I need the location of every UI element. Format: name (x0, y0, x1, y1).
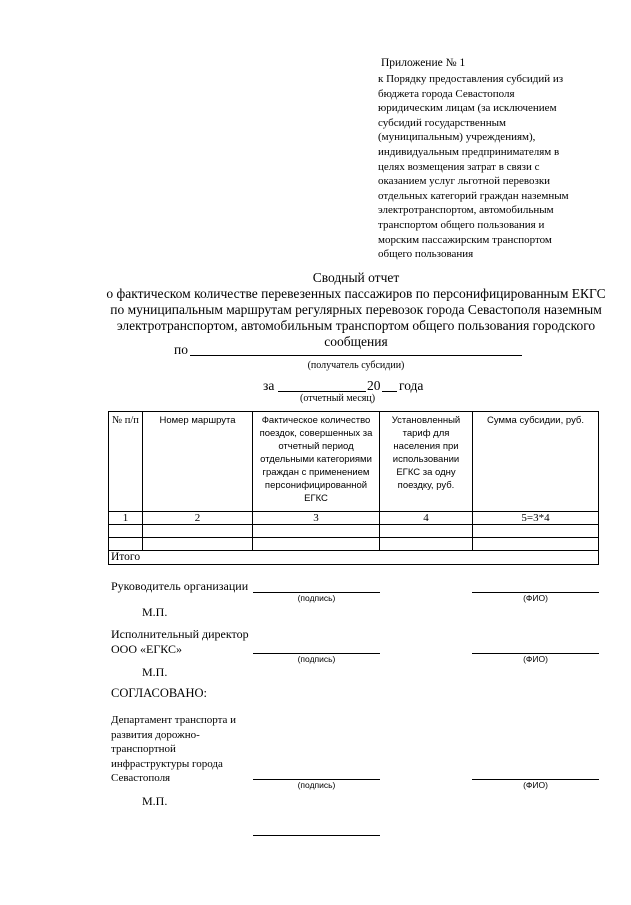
period-year-prefix: 20 (367, 378, 381, 393)
period-hint: (отчетный месяц) (300, 393, 376, 404)
seal-label: М.П. (142, 605, 168, 619)
table-cell[interactable] (253, 525, 380, 538)
seal-label: М.П. (142, 794, 168, 808)
agreed-label: СОГЛАСОВАНО: (111, 686, 208, 700)
table-cell[interactable] (109, 525, 143, 538)
table-header-row (109, 412, 599, 512)
report-title: Сводный отчет (312, 270, 400, 285)
header-cell: Установленный тариф для населения при использовании ЕГКС за одну поездку, руб. (380, 412, 473, 512)
sign-hint: (подпись) (297, 654, 336, 664)
table-cell[interactable] (143, 538, 253, 551)
sign-hint: (подпись) (297, 593, 336, 603)
annex-description (378, 72, 593, 262)
header-cell: Номер маршрута (143, 412, 253, 512)
annex-line: транспортом общего пользования и (378, 218, 545, 231)
table-cell[interactable] (143, 525, 253, 538)
total-label: Итого (109, 551, 599, 565)
annex-title: Приложение № 1 (381, 57, 466, 69)
by-label: по (174, 342, 188, 357)
subsidy-table (108, 411, 599, 565)
number-cell: 3 (253, 512, 380, 525)
subtitle-line: по муниципальным маршрутам регулярных перевозок города Севастополя наземным (110, 302, 602, 317)
dept-label-line: Севастополя (111, 772, 171, 784)
number-cell: 4 (380, 512, 473, 525)
total-row (109, 551, 599, 565)
name-hint: (ФИО) (523, 780, 548, 790)
annex-line: (муниципальным) учреждениям), (378, 131, 536, 144)
period-month-field[interactable] (278, 391, 366, 392)
sign-hint: (подпись) (297, 780, 336, 790)
seal-label: М.П. (142, 665, 168, 679)
exec-label-line: ООО «ЕГКС» (111, 642, 182, 656)
head-label: Руководитель организации (111, 579, 249, 593)
annex-line: бюджета города Севастополя (378, 87, 515, 100)
annex-line: оказанием услуг льготной перевозки (378, 175, 551, 188)
table-cell[interactable] (109, 538, 143, 551)
annex-line: общего пользования (378, 248, 474, 261)
annex-line: отдельных категорий граждан наземным (378, 189, 569, 202)
annex-line: к Порядку предоставления субсидий из (378, 73, 564, 85)
table-cell[interactable] (380, 538, 473, 551)
dept-label (111, 713, 236, 786)
recipient-hint: (получатель субсидии) (307, 360, 405, 371)
recipient-field[interactable] (190, 355, 522, 356)
number-cell: 1 (109, 512, 143, 525)
table-cell[interactable] (473, 538, 599, 551)
subtitle-line: электротранспортом, автомобильным транспортом общего пользования городского (116, 318, 596, 333)
name-hint: (ФИО) (523, 593, 548, 603)
exec-label-line: Исполнительный директор (111, 627, 249, 641)
annex-line: целях возмещения затрат в связи с (378, 160, 540, 173)
period-year-field[interactable] (382, 391, 397, 392)
annex-line: субсидий государственным (378, 116, 506, 129)
table-row (109, 538, 599, 551)
dept-label-line: развития дорожно- (111, 728, 200, 741)
dept-label-line: инфраструктуры города (111, 757, 223, 770)
header-cell: Сумма субсидии, руб. (473, 412, 599, 512)
exec-label (111, 627, 249, 657)
header-cell: № п/п (109, 412, 143, 512)
table-row (109, 512, 599, 525)
period-for-label: за (263, 378, 275, 393)
report-subtitle (100, 286, 612, 350)
extra-signature-field[interactable] (253, 835, 380, 836)
table-cell[interactable] (253, 538, 380, 551)
subtitle-line: сообщения (324, 334, 388, 349)
annex-line: морским пассажирским транспортом (378, 233, 552, 246)
period-suffix: года (399, 378, 424, 393)
table-cell[interactable] (380, 525, 473, 538)
number-cell: 5=3*4 (473, 512, 599, 525)
dept-label-line: транспортной (111, 743, 176, 755)
dept-label-line: Департамент транспорта и (111, 714, 237, 726)
table-row (109, 525, 599, 538)
annex-line: электротранспортом, автомобильным (378, 204, 554, 217)
annex-line: индивидуальным предпринимателям в (378, 145, 560, 158)
table-cell[interactable] (473, 525, 599, 538)
header-cell: Фактическое количество поездок, совершенных за отчетный период отдельными категориями граждан с применением персонифицированной ЕГКС (253, 412, 380, 512)
number-cell: 2 (143, 512, 253, 525)
subtitle-line: о фактическом количестве перевезенных пассажиров по персонифицированным ЕКГС (106, 286, 606, 301)
name-hint: (ФИО) (523, 654, 548, 664)
annex-line: юридическим лицам (за исключением (378, 102, 557, 115)
